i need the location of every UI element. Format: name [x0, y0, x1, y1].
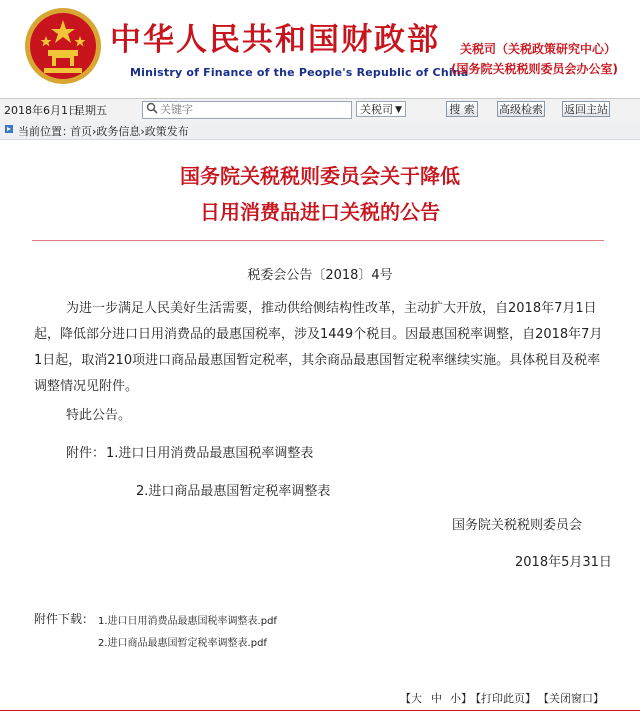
- breadcrumb-label: 当前位置：: [18, 125, 73, 138]
- downloads-label: 附件下载：: [34, 612, 95, 626]
- search-scope-value: 关税司: [360, 103, 393, 116]
- ministry-title-en: Ministry of Finance of the People's Republic of China: [130, 66, 469, 79]
- font-large-button[interactable]: 【大: [400, 692, 422, 705]
- article-body: 为进一步满足人民美好生活需要，推动供给侧结构性改革，主动扩大开放，自2018年7月1日起，降低部分进口日用消费品的最惠国税率，涉及1449个税目。因最惠国税率调整，自2018年7月1日起，取消210项进口商品最惠国暂定税率，其余商品最惠国暂定税率继续实施。具体税目及税率调整情况见附件。: [34, 301, 603, 394]
- ministry-title-cn: 中华人民共和国财政部: [110, 22, 440, 58]
- location-icon: [4, 124, 14, 134]
- font-small-button[interactable]: 小】: [450, 692, 472, 705]
- advanced-search-button[interactable]: 高级检索: [499, 103, 543, 116]
- search-input[interactable]: [160, 101, 346, 117]
- department-subname: (国务院关税税则委员会办公室): [451, 62, 618, 76]
- title-divider: [32, 240, 604, 241]
- current-weekday: 星期五: [74, 104, 107, 117]
- breadcrumb-path[interactable]: 首页›政务信息›政策发布: [70, 125, 189, 138]
- attachment-item: 2.进口商品最惠国暂定税率调整表: [136, 484, 331, 499]
- current-date: 2018年6月1日: [4, 104, 79, 117]
- font-medium-button[interactable]: 中: [431, 692, 442, 705]
- home-button[interactable]: 返回主站: [564, 103, 608, 116]
- national-emblem-icon: [24, 6, 102, 86]
- issue-date: 2018年5月31日: [515, 555, 612, 570]
- search-icon: [146, 102, 158, 114]
- footer-divider: [0, 710, 640, 711]
- attachment-item: 1.进口日用消费品最惠国税率调整表: [106, 446, 314, 461]
- department-name: 关税司（关税政策研究中心）: [460, 42, 617, 56]
- chevron-down-icon: ▼: [395, 105, 402, 115]
- attachments-label: 附件：: [66, 446, 106, 461]
- search-scope-select[interactable]: [356, 101, 406, 117]
- article-notice: 特此公告。: [66, 408, 132, 423]
- issuer: 国务院关税税则委员会: [452, 518, 583, 533]
- article-subtitle: 日用消费品进口关税的公告: [200, 200, 440, 224]
- search-button[interactable]: 搜 索: [446, 101, 478, 117]
- print-button[interactable]: 【打印此页】: [470, 692, 536, 705]
- article-title: 国务院关税税则委员会关于降低: [180, 164, 460, 188]
- download-link[interactable]: 2.进口商品最惠国暂定税率调整表.pdf: [98, 638, 267, 649]
- download-link[interactable]: 1.进口日用消费品最惠国税率调整表.pdf: [98, 616, 277, 627]
- close-window-button[interactable]: 【关闭窗口】: [538, 692, 604, 705]
- document-number: 税委会公告〔2018〕4号: [247, 268, 393, 283]
